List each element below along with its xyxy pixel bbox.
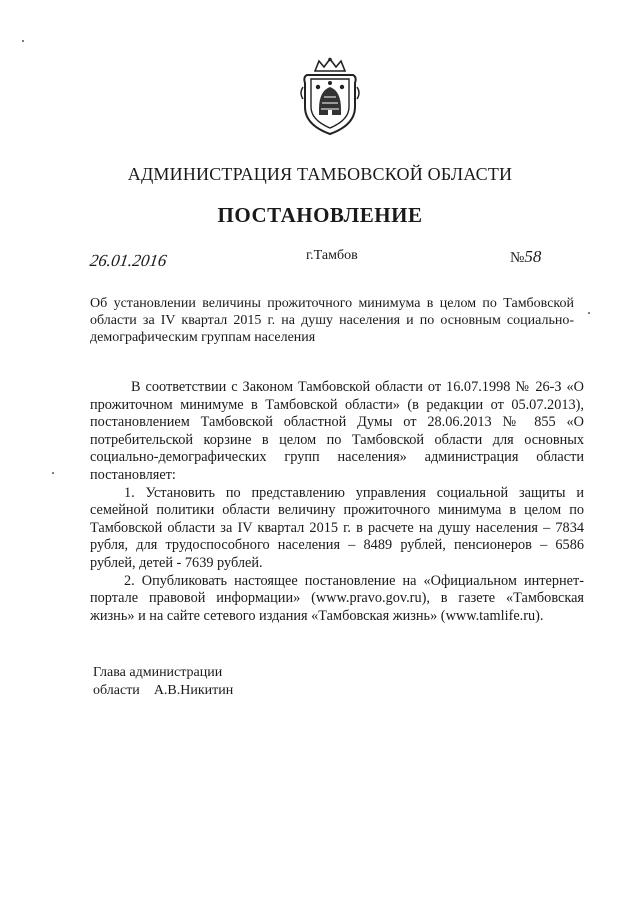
coat-of-arms-icon [297,57,363,137]
authority-name: АДМИНИСТРАЦИЯ ТАМБОВСКОЙ ОБЛАСТИ [127,164,513,184]
scan-speck [22,40,24,42]
scan-speck [588,312,590,314]
document-subject: Об установлении величины прожиточного минимума в целом по Тамбовской области за IV квартал 2015 г. на душу населения и по основным социально-демографическим группам населения [90,296,574,345]
document-number [510,247,541,267]
body-item-1: 1. Установить по представлению управления социальной защиты и семейной политики области величину прожиточного минимума в целом по Тамбовской области за IV квартал 2015 г. в расчете на душу населения – 7834 рубля, для трудоспособного населения – 8489 рублей, пенсионеров – 6586 рублей, детей - 7639 рублей. [90,484,584,571]
body-item-2: 2. Опубликовать настоящее постановление на «Официальном интернет-портале правовой информации» (www.pravo.gov.ru), в газете «Тамбовская жизнь» и на сайте сетевого издания «Тамбовская жизнь» (www.tamlife.ru). [90,572,584,624]
document-date: 26.01.2016 [88,251,168,270]
signer-title-line2: области [93,683,140,698]
document-city: г.Тамбов [306,248,358,263]
signature-block [93,664,233,700]
document-body [90,379,584,625]
body-intro-paragraph: В соответствии с Законом Тамбовской области от 16.07.1998 № 26-З «О прожиточном минимуме в Тамбовской области» (в редакции от 05.07.2013), постановлением Тамбовской областной Думы от 28.06.2013 № 855 «О потребительской корзине в целом по Тамбовской области для основных социально-демографических групп населения» администрация области постановляет: [90,379,584,483]
number-prefix: № [510,250,525,266]
number-value: 58 [524,247,542,266]
document-type: ПОСТАНОВЛЕНИЕ [217,203,423,227]
signer-title-line1: Глава администрации [93,665,223,680]
scan-speck [52,472,54,474]
signer-name: А.В.Никитин [153,683,234,698]
